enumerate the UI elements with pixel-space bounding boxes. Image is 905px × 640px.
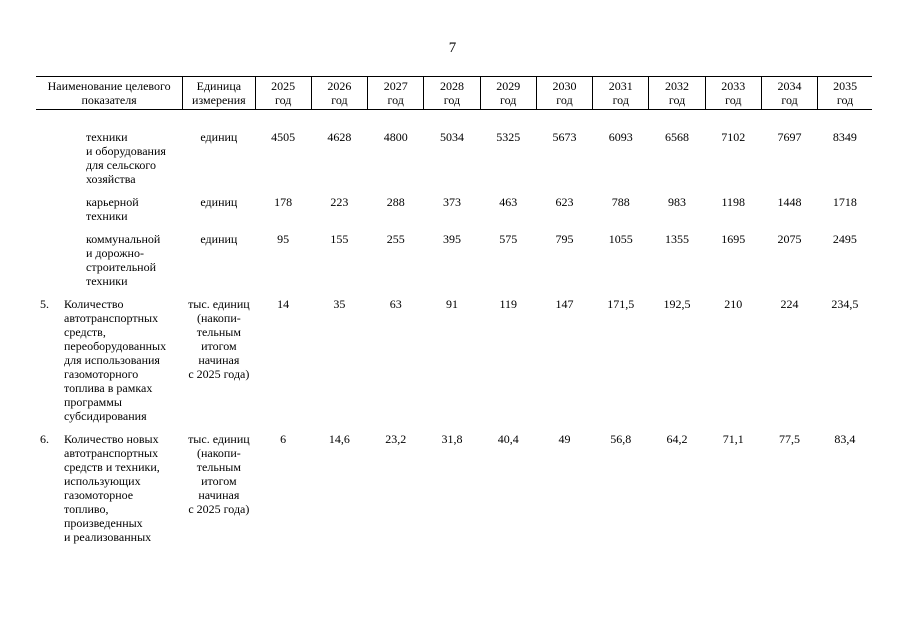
value-2033: 71,1 xyxy=(722,432,744,446)
indicator-unit: единиц xyxy=(200,130,238,144)
table-row xyxy=(36,232,872,297)
table-row xyxy=(36,195,872,232)
indicator-unit: тыс. единиц (накопи- тельным итогом начиная с 2025 года) xyxy=(188,297,250,381)
value-2030: 5673 xyxy=(552,130,577,144)
value-2032: 6568 xyxy=(665,130,690,144)
value-2028: 5034 xyxy=(439,130,464,144)
value-2034: 224 xyxy=(780,297,799,311)
table-header-row xyxy=(36,77,872,110)
value-2029: 5325 xyxy=(496,130,521,144)
value-2030: 49 xyxy=(558,432,571,446)
value-2030: 623 xyxy=(555,195,574,209)
indicator-name: коммунальной и дорожно- строительной техники xyxy=(86,232,161,288)
value-2033: 1695 xyxy=(721,232,746,246)
value-2027: 23,2 xyxy=(385,432,407,446)
value-2027: 255 xyxy=(386,232,405,246)
value-2032: 1355 xyxy=(665,232,690,246)
value-2034: 1448 xyxy=(777,195,802,209)
value-2028: 31,8 xyxy=(441,432,463,446)
value-2031: 1055 xyxy=(608,232,633,246)
value-2032: 192,5 xyxy=(663,297,691,311)
header-year-2027: 2027 год xyxy=(368,77,424,110)
value-2031: 56,8 xyxy=(610,432,632,446)
indicator-name: карьерной техники xyxy=(86,195,139,223)
value-2033: 7102 xyxy=(721,130,746,144)
header-year-2034: 2034 год xyxy=(761,77,817,110)
value-2025: 178 xyxy=(274,195,293,209)
header-year-2033: 2033 год xyxy=(705,77,761,110)
table-row xyxy=(36,297,872,432)
value-2028: 373 xyxy=(442,195,461,209)
value-2033: 1198 xyxy=(721,195,746,209)
value-2035: 83,4 xyxy=(834,432,856,446)
table-row xyxy=(36,130,872,195)
value-2025: 95 xyxy=(277,232,290,246)
value-2025: 4505 xyxy=(271,130,296,144)
header-unit: Единица измерения xyxy=(183,77,255,110)
row-index: 6. xyxy=(40,432,49,446)
indicator-unit: единиц xyxy=(200,232,238,246)
value-2034: 2075 xyxy=(777,232,802,246)
value-2031: 6093 xyxy=(608,130,633,144)
value-2031: 788 xyxy=(611,195,630,209)
value-2035: 8349 xyxy=(832,130,857,144)
header-year-2031: 2031 год xyxy=(593,77,649,110)
header-year-2035: 2035 год xyxy=(818,77,872,110)
indicator-name: 6. Количество новых автотранспортных средств и техники, использующих газомоторное топливо, произведенных и реализованных xyxy=(36,432,183,553)
value-2029: 463 xyxy=(499,195,518,209)
header-year-2032: 2032 год xyxy=(649,77,705,110)
value-2027: 4800 xyxy=(383,130,408,144)
value-2034: 77,5 xyxy=(779,432,801,446)
row-index: 5. xyxy=(40,297,49,311)
value-2026: 223 xyxy=(330,195,349,209)
value-2033: 210 xyxy=(724,297,743,311)
value-2029: 119 xyxy=(499,297,517,311)
value-2032: 983 xyxy=(668,195,687,209)
value-2027: 288 xyxy=(386,195,405,209)
value-2028: 395 xyxy=(442,232,461,246)
header-year-2030: 2030 год xyxy=(536,77,592,110)
value-2034: 7697 xyxy=(777,130,802,144)
indicator-unit: единиц xyxy=(200,195,238,209)
value-2026: 155 xyxy=(330,232,349,246)
indicator-name: 5. Количество автотранспортных средств, переоборудованных для использования газомоторного топлива в рамках программы субсидирования xyxy=(36,297,183,432)
table-row xyxy=(36,432,872,553)
header-year-2028: 2028 год xyxy=(424,77,480,110)
value-2030: 147 xyxy=(555,297,574,311)
value-2027: 63 xyxy=(389,297,402,311)
value-2026: 4628 xyxy=(327,130,352,144)
table-spacer xyxy=(36,110,872,131)
value-2029: 40,4 xyxy=(497,432,519,446)
value-2029: 575 xyxy=(499,232,518,246)
indicator-table xyxy=(36,76,872,553)
indicator-table-container xyxy=(36,76,872,553)
value-2035: 1718 xyxy=(832,195,857,209)
value-2026: 35 xyxy=(333,297,346,311)
indicator-name: техники и оборудования для сельского хозяйства xyxy=(86,130,166,186)
value-2025: 6 xyxy=(280,432,287,446)
page-number: 7 xyxy=(448,40,457,56)
header-year-2029: 2029 год xyxy=(480,77,536,110)
header-indicator-name: Наименование целевого показателя xyxy=(36,77,183,110)
value-2028: 91 xyxy=(445,297,458,311)
indicator-unit: тыс. единиц (накопи- тельным итогом начиная с 2025 года) xyxy=(188,432,250,516)
header-year-2025: 2025 год xyxy=(255,77,311,110)
value-2030: 795 xyxy=(555,232,574,246)
header-year-2026: 2026 год xyxy=(311,77,367,110)
value-2031: 171,5 xyxy=(607,297,635,311)
value-2032: 64,2 xyxy=(666,432,688,446)
value-2025: 14 xyxy=(277,297,290,311)
value-2035: 2495 xyxy=(832,232,857,246)
value-2026: 14,6 xyxy=(328,432,350,446)
value-2035: 234,5 xyxy=(831,297,859,311)
